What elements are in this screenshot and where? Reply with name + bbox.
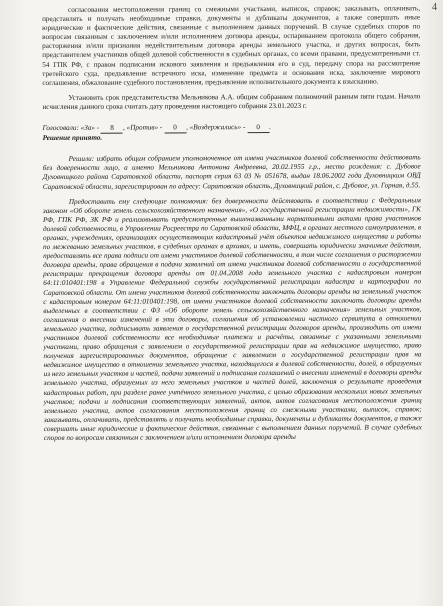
term-text: Установить срок представительства Мельникова А.А. общим собранием полномочий равным пяти годам. Начало исчисления данного срока считать дату проведения настоящего собрания 23.01.2023 г. <box>42 92 421 111</box>
powers-paragraph: Предоставить ему следующие полномочия: без доверенности действовать в соответствии с Федеральным законом «Об обороте земель сельскохозяйственного назначения», «О государственной регистрации недвижимости», ГК РФ, ГПК РФ, ЗК РФ и реализовывать предусмотренные вышеназванными нормативными актами права участников долевой собственности, в Управлении Росреестра по Саратовской области, МФЦ, в органах местного самоуправления, в органах, учреждениях, организациях осуществляющих кадастровый учёт объектов недвижимого имущества и работы по межеванию земельных участков, в судебных органах в архивах, и иметь, совершать юридически значимые действия, предоставлять все права подписи от имени участников долевой собственности, в том числе соглашения о расторжении договора аренды, права обращения в подачи заявлений от имени участников долевой собственности о государственной регистрации прекращения договора аренды от 01.04.2008 года земельного участка с кадастровым номером 64:11:010401:198 в Управление Федеральной службы государственной регистрации кадастра и картографии по Саратовской области. От имени участников долевой собственности заключать договоры аренды на земельный участок с кадастровым номером 64:11:010401:198, от имени участников долевой собственности заключать договоры аренды выделенных в соответствии с ФЗ «Об обороте земель сельскохозяйственного назначения» земельных участков, соглашения о внесении изменений в эти договоры, соглашения об установлении частного сервитута в отношении земельного участка, подписывать заявления о государственной регистрации договоров аренды, производить от имени участников долевой собственности все необходимые платежи и расчёты, связанные с указанными земельными участками, право обращения с заявлением о государственной регистрации прав на недвижимое имущество, право получения зарегистрированных документов, обращение с заявлением о государственной регистрации прав на недвижимое имущество в отношении земельного участка, находящегося в долевой собственности, долей, в образуемых из него земельных участков и частей, подачи заявлений и подписания соглашений о внесении изменений в договоры аренды земельного участка, образуемых из него земельных участков и частей долей, заключения о результате проведения кадастровых работ, при разделе ранее учтённого земельного участка, с целью образования нескольких новых земельных участков; подачи и подписания соответствующих заявлений, актов, актов согласования местоположения границ земельного участка, актов согласования местоположения границ со смежными участками, выписок, справок; заказывать, оплачивать, представлять и получать необходимые справки, документы и дубликаты документов, а также совершать иные юридические и фактические действия, связанные с выполнением данных поручений. В случае судебных споров по вопросам связанным с заключением и/или исполнением договора аренды <box>42 195 422 443</box>
vote-against-label: «Против» - <box>126 123 163 132</box>
term-paragraph <box>42 92 420 112</box>
vote-result: Решение принято. <box>42 133 103 143</box>
vote-for-count: 8 <box>101 124 123 134</box>
vote-abstain-count: 0 <box>247 123 269 133</box>
vote-for-label: «За» - <box>80 123 100 132</box>
powers-continued-paragraph: согласования местоположения границ со смежными участками, выписок, справок; заказывать, оплачивать, представлять и получать необходимые справки, документы и дубликаты документов, а также совершать иные юридические и фактические действия, связанные с выполнением данных поручений. В случае судебных споров по вопросам связанным с заключением и/или исполнением договора аренды, оспариванием протокола общего собрания, расторжения и/или признания недействительным договора аренды земельного участка, и других вопросах, быть представителем участников общей долевой собственности в судебных органах, со всеми правами, предусмотренными ст. 54 ГПК РФ, с правом подписания искового заявления и предъявления его в суд, передачу спора на рассмотрение третейского суда, предъявление встречного иска, изменение предмета и основания иска, заключение мирового соглашения, обжалование судебного постановления, предъявление исполнительного документа к взысканию. <box>42 4 421 87</box>
document-body <box>42 4 422 443</box>
vote-against-count: 0 <box>164 123 186 133</box>
page-number: 4 <box>432 2 437 13</box>
vote-abstain-label: «Воздержались» - <box>189 123 246 132</box>
vote-line: Голосовали: «За» - 8 , «Против» - 0 , «Воздержались» - 0 . <box>42 123 271 133</box>
vote-label: Голосовали: <box>42 123 79 133</box>
decision-paragraph: Решили: избрать общим собранием уполномоченное от имени участников долевой собственности действовать без доверенности лицо, а именно Мельникова Антонина Андреевна, 20.02.1955 г.р., место рождения: с. Дубовое Духовницкого района Саратовской области, паспорт серия 63 03 № 051678, выдан 18.06.2002 года Духовницким ОВД Саратовской области, зарегистрирован по адресу: Саратовская область, Духовницкий район, с. Дубовое, ул. Горная, д.55. <box>42 153 421 191</box>
